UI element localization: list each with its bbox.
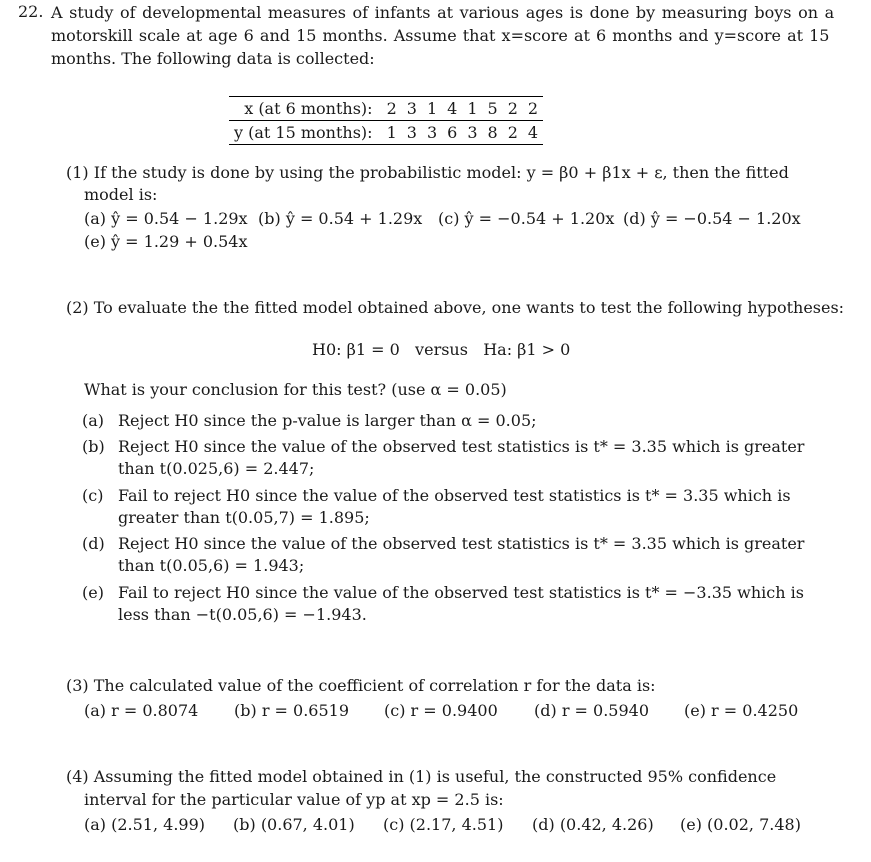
x-value: 1 [422,97,442,121]
x-value: 3 [402,97,422,121]
q1-option-c: (c) ŷ = −0.54 + 1.20x [438,209,615,228]
q4-option-a: (a) (2.51, 4.99) [84,815,206,834]
intro-line-2: motorskill scale at age 6 and 15 months. Assume that x=score at 6 months and y=score at 15 [51,26,830,45]
q2-intro: (2) To evaluate the the fitted model obtained above, one wants to test the following hypotheses: [66,298,845,317]
option-label: (c) [82,486,104,505]
q4-option-b: (b) (0.67, 4.01) [233,815,355,834]
q4-option-e: (e) (0.02, 7.48) [680,815,801,834]
q3-option-c: (c) r = 0.9400 [384,701,498,720]
q2-hypothesis: H0: β1 = 0 versus Ha: β1 > 0 [312,340,571,359]
q3-option-a: (a) r = 0.8074 [84,701,199,720]
intro-line-3: months. The following data is collected: [51,49,375,68]
x-value: 2 [382,97,402,121]
x-value: 4 [442,97,462,121]
option-label: (b) [82,437,105,456]
option-text: Fail to reject H0 since the value of the observed test statistics is t* = −3.35 which is [118,583,804,602]
option-label: (e) [82,583,104,602]
option-text-cont: than t(0.025,6) = 2.447; [118,459,315,478]
q4-option-c: (c) (2.17, 4.51) [383,815,504,834]
q3-option-b: (b) r = 0.6519 [234,701,350,720]
q4-option-d: (d) (0.42, 4.26) [532,815,654,834]
option-text-cont: than t(0.05,6) = 1.943; [118,556,305,575]
y-value: 3 [422,121,442,145]
option-text: Reject H0 since the value of the observed test statistics is t* = 3.35 which is greater [118,534,805,553]
option-text: Reject H0 since the value of the observed test statistics is t* = 3.35 which is greater [118,437,805,456]
y-value: 6 [442,121,462,145]
x-value: 2 [503,97,523,121]
option-label: (a) [82,411,105,430]
q3-option-e: (e) r = 0.4250 [684,701,799,720]
y-value: 1 [382,121,402,145]
problem-number: 22. [18,2,44,21]
y-value: 2 [503,121,523,145]
x-value: 1 [462,97,482,121]
table-row-x [229,97,543,121]
q1-option-b: (b) ŷ = 0.54 + 1.29x [258,209,423,228]
y-value: 3 [462,121,482,145]
y-value: 8 [483,121,503,145]
data-table [229,96,543,145]
x-label: x (at 6 months): [229,97,382,121]
q1-line-2: model is: [84,185,158,204]
q3-option-d: (d) r = 0.5940 [534,701,650,720]
y-value: 3 [402,121,422,145]
y-value: 4 [523,121,543,145]
intro-line-1: A study of developmental measures of infants at various ages is done by measuring boys on a [51,3,835,22]
q3-intro: (3) The calculated value of the coefficient of correlation r for the data is: [66,676,656,695]
q4-line-1: (4) Assuming the fitted model obtained in (1) is useful, the constructed 95% confidence [66,767,777,786]
option-label: (d) [82,534,105,553]
option-text-cont: greater than t(0.05,7) = 1.895; [118,508,370,527]
x-value: 2 [523,97,543,121]
x-value: 5 [483,97,503,121]
q4-line-2: interval for the particular value of yp at xp = 2.5 is: [84,790,504,809]
option-text-cont: less than −t(0.05,6) = −1.943. [118,605,367,624]
q1-line-1: (1) If the study is done by using the probabilistic model: y = β0 + β1x + ε, then the fitted [66,163,789,182]
q1-option-a: (a) ŷ = 0.54 − 1.29x [84,209,248,228]
q2-question: What is your conclusion for this test? (use α = 0.05) [84,380,507,399]
q1-option-e: (e) ŷ = 1.29 + 0.54x [84,232,248,251]
option-text: Reject H0 since the p-value is larger than α = 0.05; [118,411,537,430]
table-row-y [229,121,543,145]
y-label: y (at 15 months): [229,121,382,145]
q1-option-d: (d) ŷ = −0.54 − 1.20x [623,209,801,228]
option-text: Fail to reject H0 since the value of the observed test statistics is t* = 3.35 which is [118,486,791,505]
